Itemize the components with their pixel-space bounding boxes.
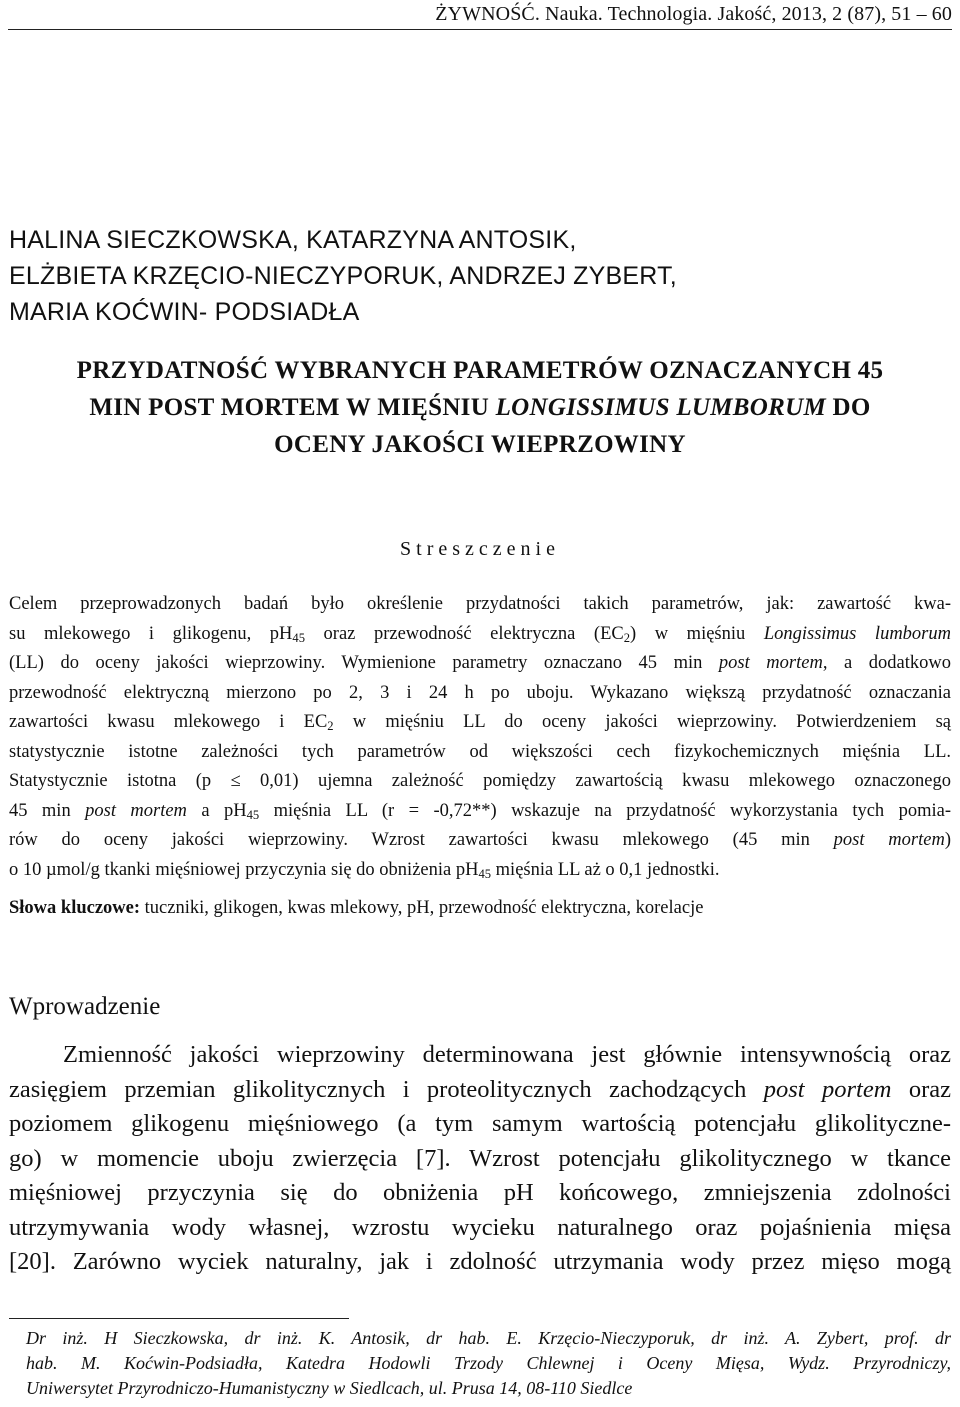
text: w mięśniu LL do oceny jakości wieprzowiny. Potwierdzeniem są bbox=[333, 712, 951, 732]
italic-text: post mortem bbox=[718, 653, 823, 673]
introduction-body bbox=[9, 1038, 951, 1280]
author-list bbox=[9, 222, 929, 330]
intro-line: poziomem glikogenu mięśniowego (a tym samym wartością potencjału glikolityczne- bbox=[9, 1110, 951, 1137]
title-text: DO bbox=[826, 394, 871, 421]
italic-text: post mortem bbox=[833, 830, 945, 850]
text: oraz bbox=[891, 1075, 951, 1103]
abstract-line bbox=[9, 856, 951, 886]
title-species-name: LONGISSIMUS LUMBORUM bbox=[495, 394, 826, 421]
author-affiliation-footnote bbox=[26, 1326, 951, 1401]
abstract-line: statystycznie istotne zależności tych parametrów od większości cech fizykochemicznych mięśnia LL. bbox=[9, 741, 951, 762]
footnote-line: Dr inż. H Sieczkowska, dr inż. K. Antosik, dr hab. E. Krzęcio-Nieczyporuk, dr inż. A. Zybert, prof. dr bbox=[26, 1328, 951, 1348]
italic-text: post mortem bbox=[85, 800, 187, 821]
text: mięśnia LL (r = -0,72**) wskazuje na przydatność wykorzystania tych pomia- bbox=[259, 800, 951, 821]
keywords-label: Słowa kluczowe: bbox=[9, 898, 141, 918]
footnote-line: Uniwersytet Przyrodniczo-Humanistyczny w Siedlcach, ul. Prusa 14, 08-110 Siedlce bbox=[26, 1378, 633, 1398]
abstract-line: Celem przeprowadzonych badań było określenie przydatności takich parametrów, jak: zawartość kwa- bbox=[9, 594, 951, 614]
footnote-divider bbox=[9, 1318, 349, 1319]
abstract-line bbox=[9, 620, 951, 650]
author-line: HALINA SIECZKOWSKA, KATARZYNA ANTOSIK, bbox=[9, 226, 577, 254]
title-line: PRZYDATNOŚĆ WYBRANYCH PARAMETRÓW OZNACZANYCH 45 bbox=[76, 357, 884, 384]
author-line: MARIA KOĆWIN- PODSIADŁA bbox=[9, 298, 360, 326]
text: oraz przewodność elektryczna (EC bbox=[304, 623, 624, 644]
title-line: OCENY JAKOŚCI WIEPRZOWINY bbox=[274, 431, 686, 458]
author-line: ELŻBIETA KRZĘCIO-NIECZYPORUK, ANDRZEJ ZYBERT, bbox=[9, 262, 677, 290]
subscript: 2 bbox=[623, 630, 631, 645]
subscript: 45 bbox=[292, 630, 305, 645]
running-head: ŻYWNOŚĆ. Nauka. Technologia. Jakość, 2013, 2 (87), 51 – 60 bbox=[8, 3, 952, 30]
text: , a dodatkowo bbox=[822, 653, 951, 673]
text: zasięgiem przemian glikolitycznych i proteolitycznych zachodzących bbox=[9, 1075, 764, 1103]
text: a pH bbox=[186, 800, 247, 821]
keywords-text: tuczniki, glikogen, kwas mlekowy, pH, przewodność elektryczna, korelacje bbox=[140, 898, 704, 918]
title-line bbox=[0, 389, 960, 426]
text: (LL) do oceny jakości wieprzowiny. Wymienione parametry oznaczano 45 min bbox=[9, 653, 719, 673]
abstract-line: Statystycznie istotna (p ≤ 0,01) ujemna zależność pomiędzy zawartością kwasu mlekowego oznaczonego bbox=[9, 771, 951, 791]
abstract-line bbox=[9, 649, 951, 679]
title-text: MIN POST MORTEM W MIĘŚNIU bbox=[89, 394, 496, 421]
intro-line bbox=[9, 1073, 951, 1108]
italic-text: Longissimus lumborum bbox=[763, 623, 951, 644]
abstract-line: przewodność elektryczną mierzono po 2, 3 i 24 h po uboju. Wykazano większą przydatność oznaczania bbox=[9, 682, 951, 703]
intro-line: mięśniowej przyczynia się do obniżenia pH końcowego, zmniejszenia zdolności bbox=[9, 1179, 951, 1206]
intro-line: go) w momencie uboju zwierzęcia [7]. Wzrost potencjału glikolitycznego w tkance bbox=[9, 1144, 951, 1172]
text: o 10 µmol/g tkanki mięśniowej przyczynia się do obniżenia pH bbox=[9, 859, 479, 880]
text: ) w mięśniu bbox=[630, 623, 764, 644]
section-heading-introduction: Wprowadzenie bbox=[9, 993, 161, 1020]
abstract-line bbox=[9, 826, 951, 856]
text: 45 min bbox=[9, 800, 86, 821]
footnote-line: hab. M. Koćwin-Podsiadła, Katedra Hodowli Trzody Chlewnej i Oceny Mięsa, Wydz. Przyrodniczy, bbox=[26, 1353, 951, 1373]
text: zawartości kwasu mlekowego i EC bbox=[9, 712, 328, 732]
subscript: 45 bbox=[246, 807, 260, 822]
abstract-body bbox=[9, 590, 951, 885]
intro-line: [20]. Zarówno wyciek naturalny, jak i zdolność utrzymania wody przez mięso mogą bbox=[9, 1248, 951, 1275]
paper-title bbox=[0, 352, 960, 463]
intro-line: Zmienność jakości wieprzowiny determinowana jest głównie intensywnością oraz bbox=[63, 1041, 951, 1068]
italic-text: post portem bbox=[763, 1075, 892, 1103]
text: su mlekowego i glikogenu, pH bbox=[9, 623, 293, 644]
text: rów do oceny jakości wieprzowiny. Wzrost zawartości kwasu mlekowego (45 min bbox=[9, 830, 834, 850]
keywords bbox=[9, 898, 951, 919]
subscript: 2 bbox=[327, 719, 334, 734]
abstract-heading: Streszczenie bbox=[400, 538, 560, 560]
text: ) bbox=[944, 830, 951, 850]
abstract-line bbox=[9, 797, 951, 827]
intro-line: utrzymywania wody własnej, wzrostu wycieku naturalnego oraz pojaśnienia mięsa bbox=[9, 1213, 951, 1241]
subscript: 45 bbox=[478, 866, 492, 881]
abstract-line bbox=[9, 708, 951, 738]
text: mięśnia LL aż o 0,1 jednostki. bbox=[491, 859, 720, 880]
